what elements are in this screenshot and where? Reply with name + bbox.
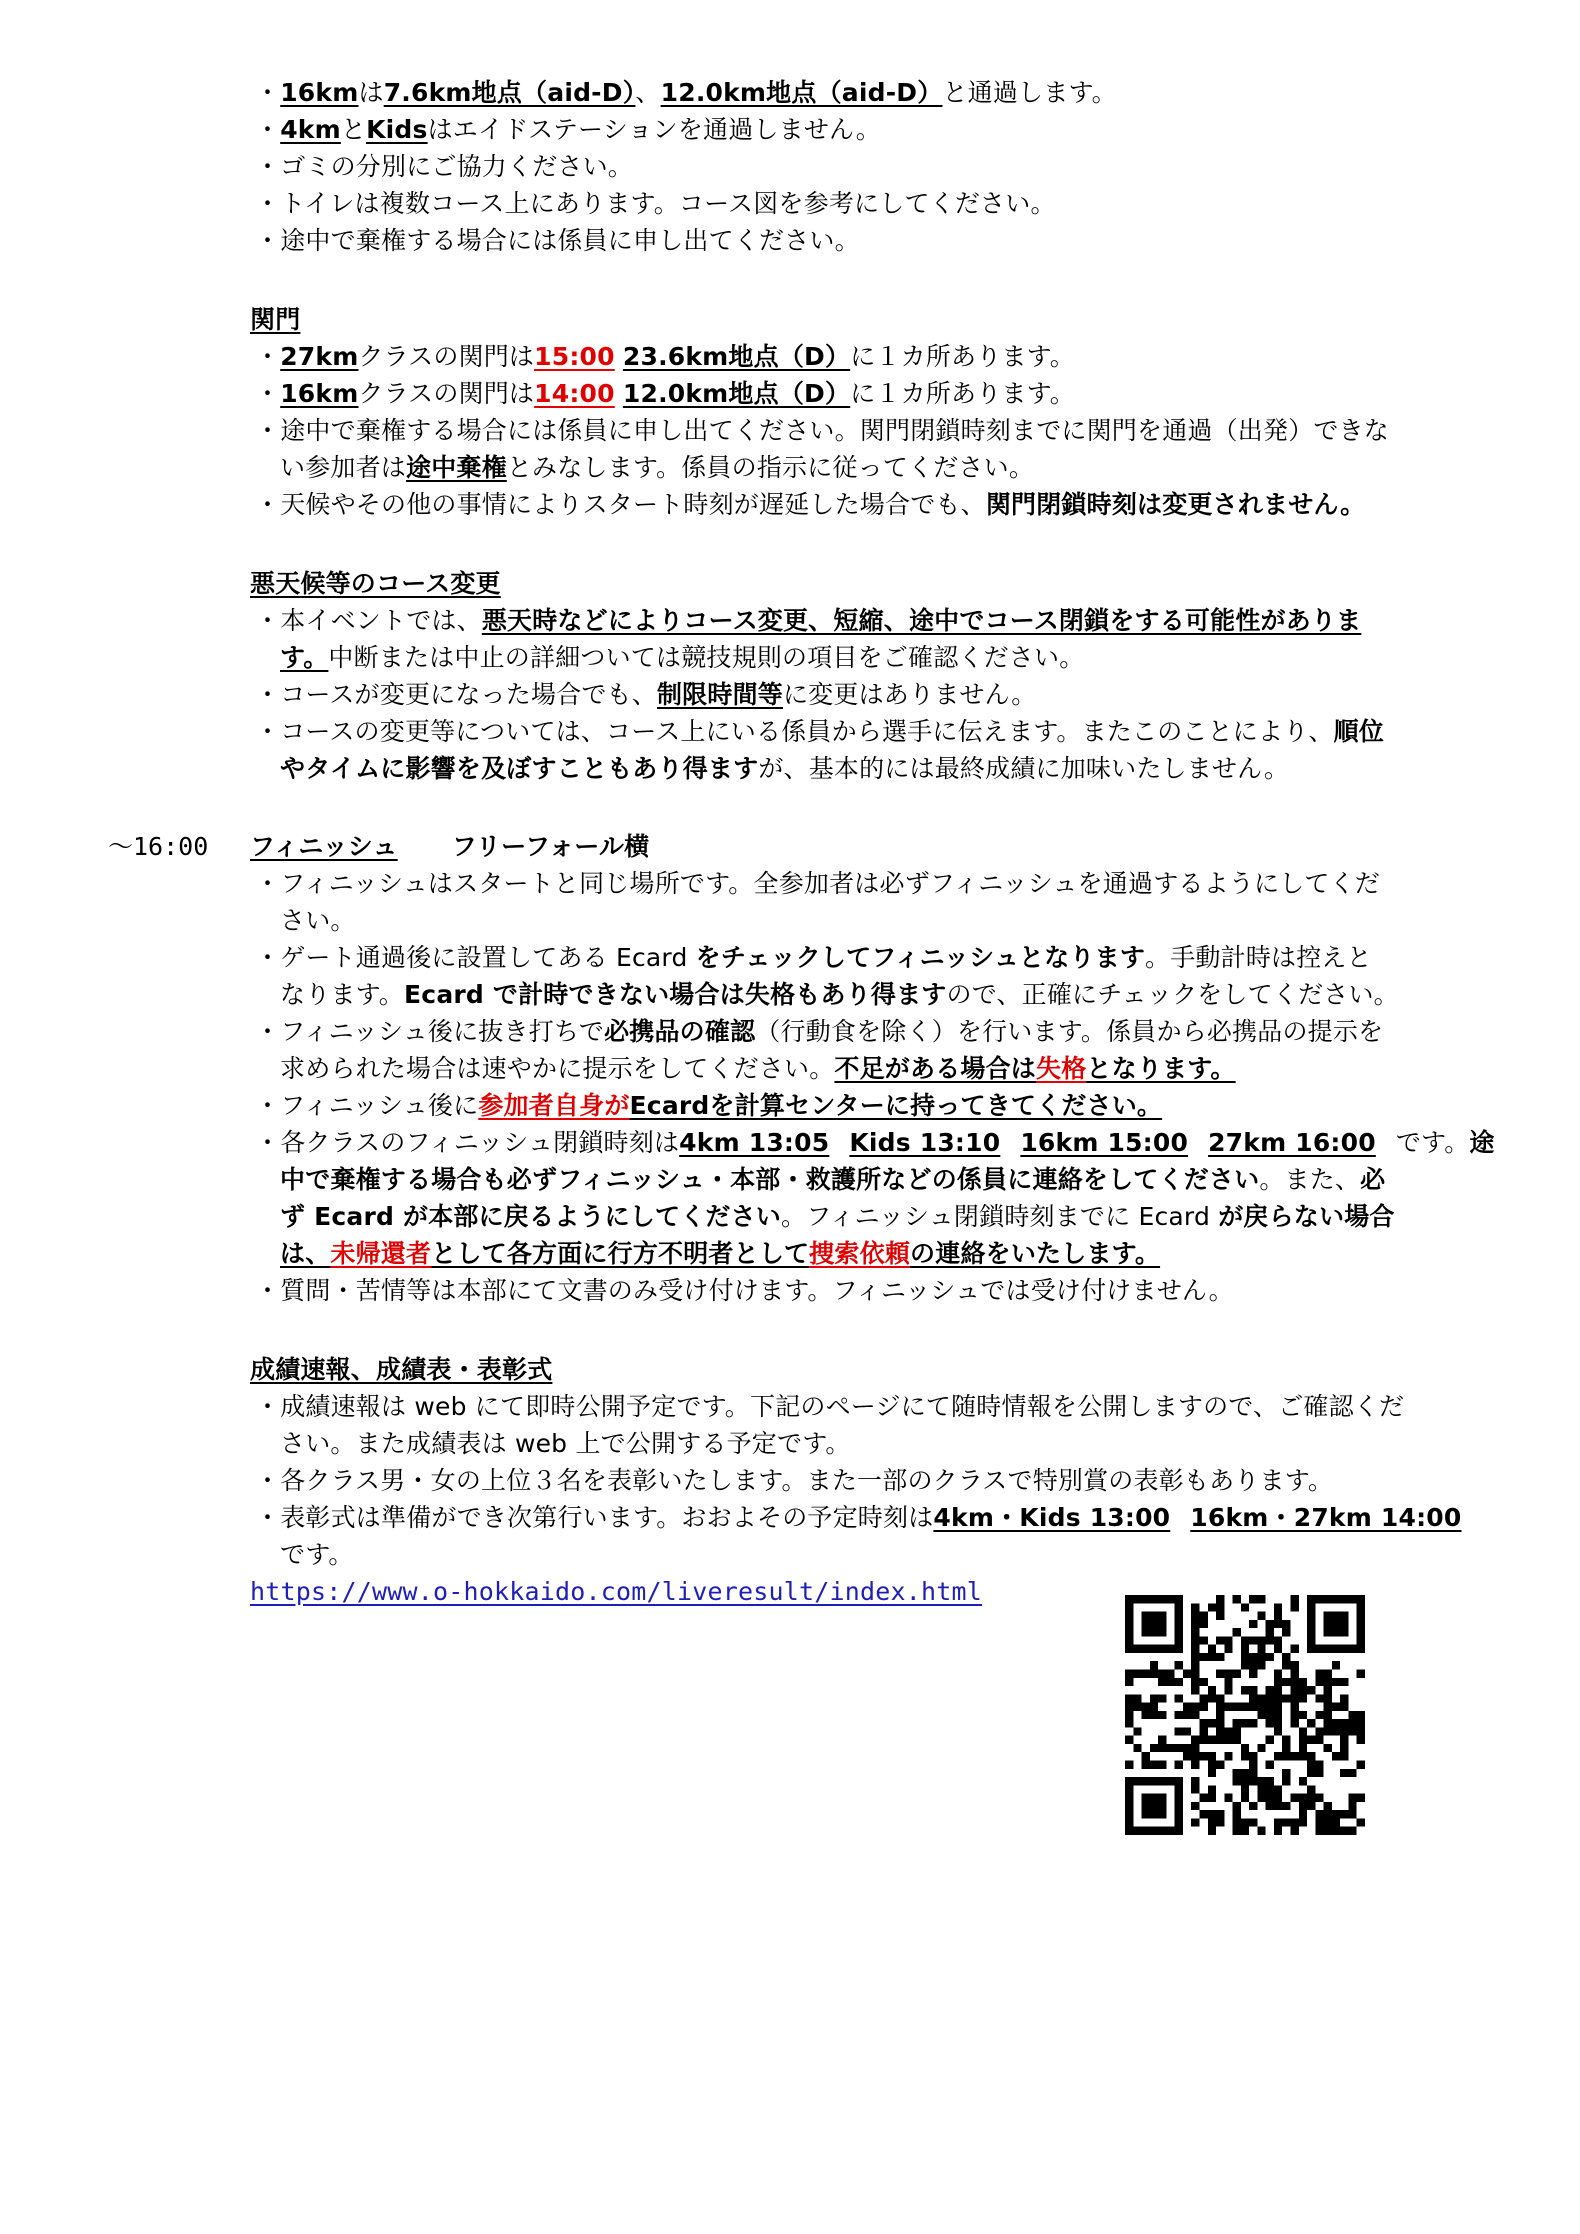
aid-line-3: ・ゴミの分別にご協力ください。 [255, 152, 634, 181]
gate-line-1: ・27kmクラスの関門は15:00 23.6km地点（D）に１カ所あります。 [255, 342, 1075, 371]
aid-line-2: ・4kmとKidsはエイドステーションを通過しません。 [255, 115, 881, 144]
aid-line-4: ・トイレは複数コース上にあります。コース図を参考にしてください。 [255, 189, 1056, 218]
qr-code-icon [1125, 1595, 1365, 1835]
finish-line-10: ず Ecard が本部に戻るようにしてください。フィニッシュ閉鎖時刻までに Ecard が戻らない場合 [280, 1202, 1395, 1231]
results-url-link[interactable]: https://www.o-hokkaido.com/liveresult/index.html [250, 1577, 983, 1606]
finish-line-6: 求められた場合は速やかに提示をしてください。不足がある場合は失格となります。 [280, 1054, 1236, 1083]
finish-time-label: ～16:00 [108, 832, 209, 861]
weather-line-2: す。中断または中止の詳細ついては競技規則の項目をご確認ください。 [280, 643, 1085, 672]
finish-heading-row [250, 828, 649, 866]
weather-line-3: ・コースが変更になった場合でも、制限時間等に変更はありません。 [255, 680, 1037, 709]
finish-line-2: さい。 [280, 906, 356, 935]
finish-line-3: ・ゲート通過後に設置してある Ecard をチェックしてフィニッシュとなります。手動計時は控えと [255, 943, 1372, 972]
finish-line-9: 中で棄権する場合も必ずフィニッシュ・本部・救護所などの係員に連絡をしてください。また、必 [280, 1165, 1386, 1194]
results-line-2: さい。また成績表は web 上で公開する予定です。 [280, 1429, 851, 1458]
results-line-4: ・表彰式は準備ができ次第行います。おおよその予定時刻は4km・Kids 13:00 16km・27km 14:00 [255, 1503, 1462, 1532]
gate-line-4: い参加者は途中棄権とみなします。係員の指示に従ってください。 [280, 453, 1035, 482]
finish-line-12: ・質問・苦情等は本部にて文書のみ受け付けます。フィニッシュでは受け付けません。 [255, 1276, 1234, 1305]
finish-heading: フィニッシュ [250, 832, 398, 861]
results-line-3: ・各クラス男・女の上位３名を表彰いたします。また一部のクラスで特別賞の表彰もあります。 [255, 1466, 1334, 1495]
gate-line-2: ・16kmクラスの関門は14:00 12.0km地点（D）に１カ所あります。 [255, 379, 1075, 408]
finish-line-1: ・フィニッシュはスタートと同じ場所です。全参加者は必ずフィニッシュを通過するようにしてくだ [255, 869, 1381, 898]
weather-line-1: ・本イベントでは、悪天時などによりコース変更、短縮、途中でコース閉鎖をする可能性がありま [255, 606, 1362, 635]
finish-line-11: は、未帰還者として各方面に行方不明者として捜索依頼の連絡をいたします。 [280, 1239, 1161, 1268]
weather-line-4: ・コースの変更等については、コース上にいる係員から選手に伝えます。またこのことにより、順位 [255, 717, 1385, 746]
results-heading: 成績速報、成績表・表彰式 [250, 1355, 553, 1384]
finish-line-8: ・各クラスのフィニッシュ閉鎖時刻は4km 13:05 Kids 13:10 16km 15:00 27km 16:00 です。途 [255, 1128, 1495, 1157]
aid-line-1: ・16kmは7.6km地点（aid-D）、12.0km地点（aid-D）と通過します。 [255, 78, 1117, 107]
weather-line-5: やタイムに影響を及ぼすこともあり得ますが、基本的には最終成績に加味いたしません。 [280, 754, 1290, 783]
finish-line-4: なります。Ecard で計時できない場合は失格もあり得ますので、正確にチェックをしてください。 [280, 980, 1399, 1009]
finish-line-7: ・フィニッシュ後に参加者自身がEcardを計算センターに持ってきてください。 [255, 1091, 1163, 1120]
results-line-1: ・成績速報は web にて即時公開予定です。下記のページにて随時情報を公開しますので、ご確認くだ [255, 1392, 1405, 1421]
weather-heading: 悪天候等のコース変更 [250, 569, 501, 598]
finish-location: フリーフォール横 [451, 832, 650, 861]
gate-line-5: ・天候やその他の事情によりスタート時刻が遅延した場合でも、関門閉鎖時刻は変更されません。 [255, 490, 1366, 519]
gate-heading: 関門 [250, 305, 301, 334]
finish-line-5: ・フィニッシュ後に抜き打ちで必携品の確認（行動食を除く）を行います。係員から必携品の提示を [255, 1017, 1384, 1046]
results-line-5: です。 [280, 1540, 354, 1569]
aid-line-5: ・途中で棄権する場合には係員に申し出てください。 [255, 226, 860, 255]
gate-line-3: ・途中で棄権する場合には係員に申し出てください。関門閉鎖時刻までに関門を通過（出発）できな [255, 416, 1390, 445]
